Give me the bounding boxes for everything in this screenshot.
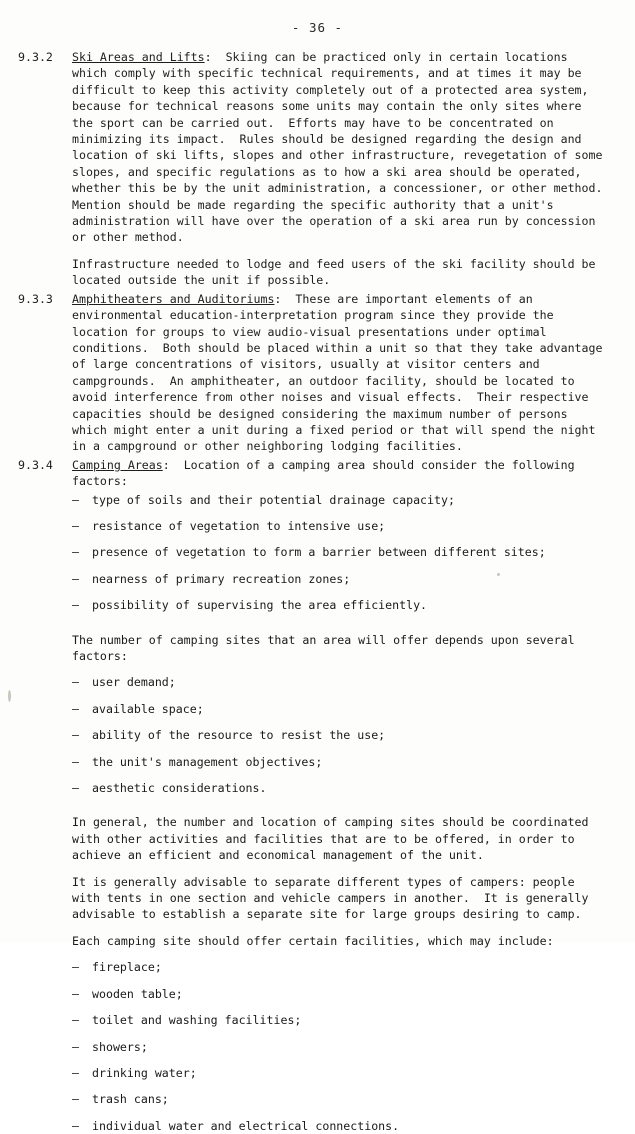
bullet-dash-icon: –	[72, 1013, 79, 1028]
section-paragraph	[72, 457, 603, 490]
section-body	[72, 457, 603, 490]
section-heading: Camping Areas	[72, 457, 163, 472]
list-item-text: type of soils and their potential drainage capacity;	[92, 492, 455, 507]
paragraph-text: Skiing can be practiced only in certain locations which comply with specific technical requirements, and at times it may be difficult to keep this activity completely out of a protected area system, because for technical reasons some units may contain the only sites where the sport can be carried out. Efforts may have to be concentrated on minimizing its impact. Rules should be designed regarding the design and location of ski lifts, slopes and other infrastructure, revegetation of some slopes, and specific regulations as to how a ski area should be operated, whether this be by the unit administration, a concessioner, or other method. Mention should be made regarding the specific authority that a unit's administration will have over the operation of a ski area run by concession or other method.	[72, 50, 617, 245]
list-item	[72, 492, 603, 508]
list-item-text: the unit's management objectives;	[92, 754, 323, 769]
list-item-text: presence of vegetation to form a barrier between different sites;	[92, 545, 546, 560]
section-number: 9.3.3	[18, 291, 53, 306]
bullet-dash-icon: –	[72, 598, 79, 613]
section-ski-areas	[18, 49, 617, 289]
list-item	[72, 727, 603, 743]
camping-factors-list	[72, 492, 603, 614]
section-heading: Ski Areas and Lifts	[72, 50, 205, 64]
list-item	[72, 701, 603, 717]
camping-facilities-paragraph: Each camping site should offer certain facilities, which may include:	[72, 933, 554, 948]
list-item-text: drinking water;	[92, 1065, 197, 1080]
list-item	[72, 986, 603, 1002]
list-item-text: available space;	[92, 701, 204, 716]
bullet-dash-icon: –	[72, 701, 79, 716]
paragraph-text: These are important elements of an environmental education-interpretation program since they provide the location for groups to view audio-visual presentations under optimal conditions. Both should be placed within a unit so that they take advantage of large concentrations of visitors, usually at visitor centers and campgrounds. An amphitheater, an outdoor facility, should be located to avoid interference from other noises and visual effects. Their respective capacities should be designed considering the maximum number of persons which might enter a unit during a fixed period or that will spend the night in a campground or other neighboring lodging facilities.	[72, 291, 610, 454]
bullet-dash-icon: –	[72, 1065, 79, 1080]
list-item-text: ability of the resource to resist the use;	[92, 728, 386, 743]
list-item-text: showers;	[92, 1039, 148, 1054]
section-amphitheaters	[18, 291, 610, 455]
section-number: 9.3.2	[18, 50, 53, 64]
bullet-dash-icon: –	[72, 518, 79, 533]
bullet-dash-icon: –	[72, 728, 79, 743]
section-body	[72, 49, 617, 289]
bullet-dash-icon: –	[72, 754, 79, 769]
list-item-text: user demand;	[92, 675, 176, 690]
section-paragraph-2: Infrastructure needed to lodge and feed users of the ski facility should be located outside the unit if possible.	[72, 256, 603, 288]
bullet-dash-icon: –	[72, 960, 79, 975]
section-number: 9.3.4	[18, 457, 53, 472]
list-item-text: individual water and electrical connections.	[92, 1118, 400, 1133]
list-item-text: nearness of primary recreation zones;	[92, 571, 351, 586]
list-item-text: trash cans;	[92, 1092, 169, 1107]
section-heading: Amphitheaters and Auditoriums	[72, 291, 275, 306]
bullet-dash-icon: –	[72, 492, 79, 507]
page-content	[0, 35, 635, 1134]
spacer	[72, 806, 603, 814]
section-camping-areas	[18, 457, 603, 490]
bullet-dash-icon: –	[72, 571, 79, 586]
list-item-text: fireplace;	[92, 960, 162, 975]
bullet-dash-icon: –	[72, 781, 79, 796]
list-item	[72, 518, 603, 534]
section-paragraph	[72, 49, 617, 246]
heading-separator: :	[204, 50, 226, 64]
bullet-dash-icon: –	[72, 1039, 79, 1054]
bullet-dash-icon: –	[72, 675, 79, 690]
bullet-dash-icon: –	[72, 1092, 79, 1107]
heading-separator: :	[162, 457, 184, 472]
camping-general-paragraph: In general, the number and location of camping sites should be coordinated with other activities and facilities that are to be offered, in order to achieve an efficient and economical management of the unit.	[72, 815, 596, 863]
list-item	[72, 1091, 603, 1107]
page-number: - 36 -	[291, 20, 344, 35]
list-item	[72, 544, 603, 560]
bullet-dash-icon: –	[72, 986, 79, 1001]
bullet-dash-icon: –	[72, 545, 79, 560]
list-item	[72, 1065, 603, 1081]
camping-facilities-list	[72, 959, 603, 1134]
list-item	[72, 780, 603, 796]
list-item-text: aesthetic considerations.	[92, 781, 267, 796]
paper-speck	[8, 690, 11, 702]
list-item-text: resistance of vegetation to intensive use;	[92, 518, 386, 533]
list-item	[72, 1118, 603, 1134]
list-item	[72, 571, 603, 587]
paper-speck	[497, 573, 500, 576]
section-paragraph	[72, 291, 610, 455]
spacer	[72, 624, 603, 632]
list-item	[72, 597, 603, 613]
list-item	[72, 674, 603, 690]
list-item	[72, 1039, 603, 1055]
heading-separator: :	[274, 291, 296, 306]
camping-number-factors-list	[72, 674, 603, 796]
camping-details	[72, 492, 603, 1134]
list-item	[72, 754, 603, 770]
list-item	[72, 959, 603, 975]
section-body	[72, 291, 610, 455]
paragraph-text: Location of a camping area should consider the following factors:	[72, 457, 582, 489]
camping-number-paragraph: The number of camping sites that an area will offer depends upon several factors:	[72, 632, 582, 663]
list-item-text: wooden table;	[92, 986, 183, 1001]
camping-advisable-paragraph: It is generally advisable to separate different types of campers: people with tents in one section and vehicle campers in another. It is generally advisable to establish a separate site for large groups desiring to camp.	[72, 874, 596, 922]
list-item-text: toilet and washing facilities;	[92, 1013, 302, 1028]
bullet-dash-icon: –	[72, 1118, 79, 1133]
list-item	[72, 1012, 603, 1028]
list-item-text: possibility of supervising the area efficiently.	[92, 598, 428, 613]
